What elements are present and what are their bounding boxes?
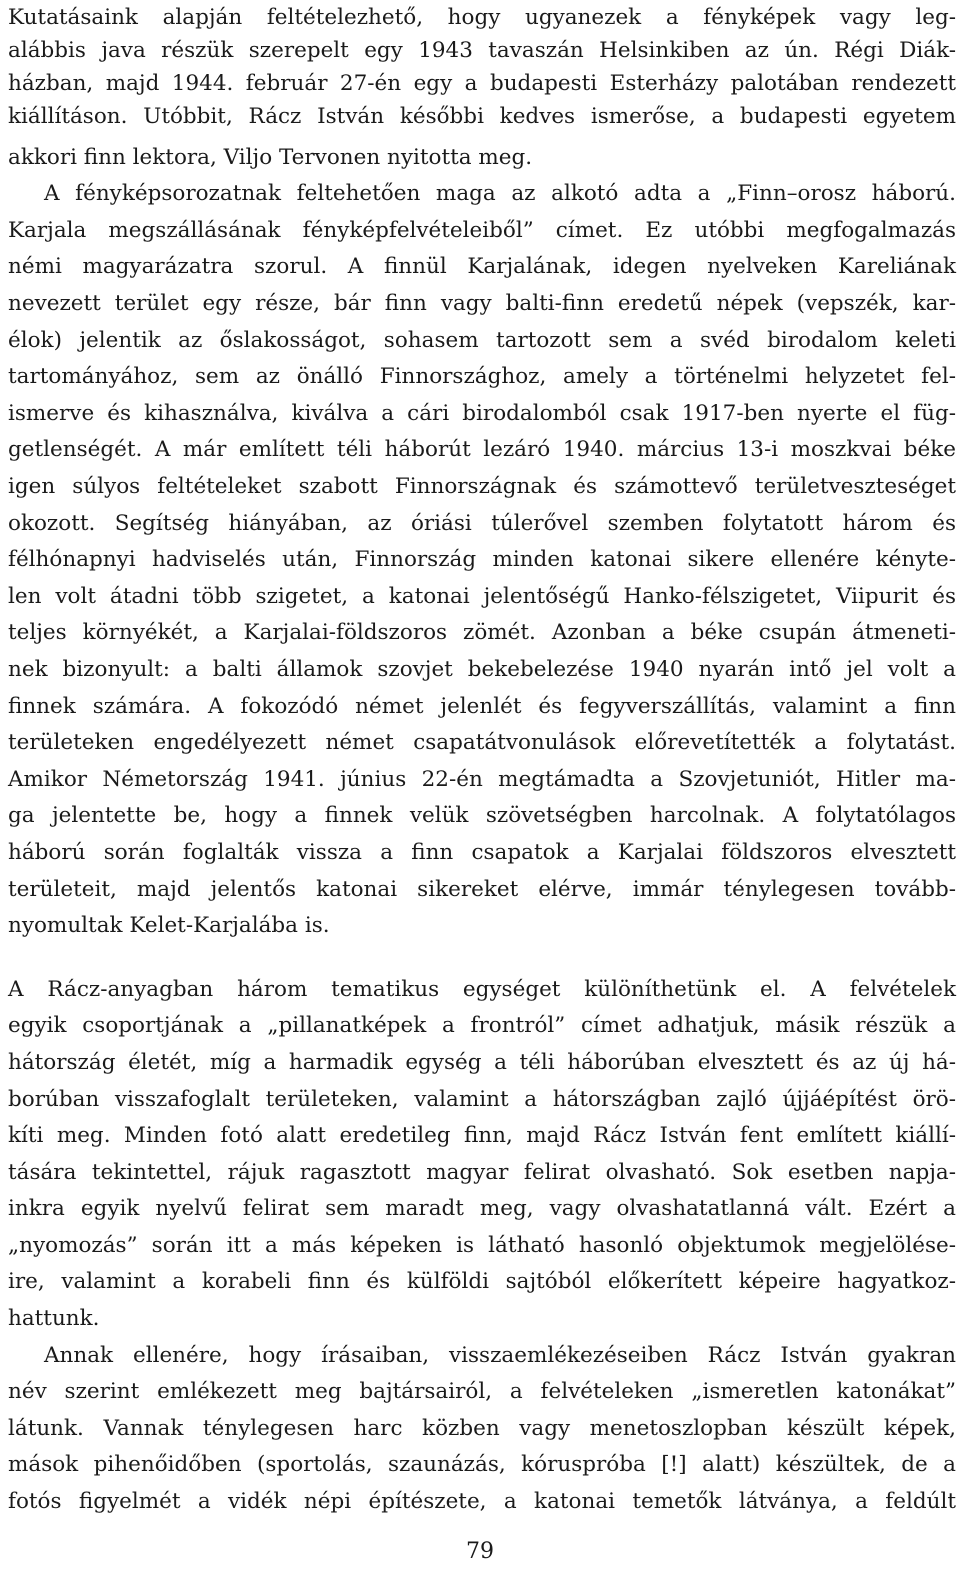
paragraph-2-line-1: A fényképsorozatnak feltehetően maga az alkotó adta a „Finn–orosz háború. [44, 181, 956, 206]
paragraph-1-line-5: akkori finn lektora, Viljo Tervonen nyitotta meg. [8, 145, 533, 170]
paragraph-2-line-20: területeit, majd jelentős katonai sikereket elérve, immár ténylegesen tovább- [8, 877, 956, 902]
paragraph-2-line-16: területeken engedélyezett német csapatátvonulások előrevetítették a folytatást. [8, 730, 956, 755]
page-number: 79 [466, 1539, 494, 1564]
paragraph-3-line-2: egyik csoportjának a „pillanatképek a frontról” címet adhatjuk, másik részük a [8, 1013, 956, 1038]
paragraph-2-line-3: némi magyarázatra szorul. A finnül Karjalának, idegen nyelveken Kareliának [8, 254, 956, 279]
paragraph-2-line-13: teljes környékét, a Karjalai-földszoros zömét. Azonban a béke csupán átmeneti- [8, 620, 956, 645]
paragraph-2-line-19: háború során foglalták vissza a finn csapatok a Karjalai földszoros elvesztett [8, 840, 956, 865]
paragraph-3-line-6: tására tekintettel, rájuk ragasztott magyar felirat olvasható. Sok esetben napja- [8, 1160, 956, 1185]
paragraph-2-line-5: élok) jelentik az őslakosságot, sohasem tartozott sem a svéd birodalom keleti [8, 328, 956, 353]
paragraph-3-line-8: „nyomozás” során itt a más képeken is látható hasonló objektumok megjelölése- [8, 1233, 956, 1258]
paragraph-1-line-1: Kutatásaink alapján feltételezhető, hogy ugyanezek a fényképek vagy leg- [8, 5, 956, 30]
paragraph-2-line-4: nevezett terület egy része, bár finn vagy balti-finn eredetű népek (vepszék, kar- [8, 291, 956, 316]
paragraph-3-line-1: A Rácz-anyagban három tematikus egységet különíthetünk el. A felvételek [8, 977, 956, 1002]
paragraph-2-line-15: finnek számára. A fokozódó német jelenlét és fegyverszállítás, valamint a finn [8, 694, 956, 719]
paragraph-1-line-2: alábbis java részük szerepelt egy 1943 tavaszán Helsinkiben az ún. Régi Diák- [8, 38, 956, 63]
paragraph-2-line-2: Karjala megszállásának fényképfelvételeiből” címet. Ez utóbbi megfogalmazás [8, 218, 956, 243]
paragraph-2-line-7: ismerve és kihasználva, kiválva a cári birodalomból csak 1917-ben nyerte el füg- [8, 401, 956, 426]
paragraph-4-line-5: fotós figyelmét a vidék népi építészete, a katonai temetők látványa, a feldúlt [8, 1489, 956, 1514]
paragraph-2-line-14: nek bizonyult: a balti államok szovjet bekebelezése 1940 nyarán intő jel volt a [8, 657, 956, 682]
paragraph-2-line-21: nyomultak Kelet-Karjalába is. [8, 913, 330, 938]
paragraph-4-line-3: látunk. Vannak ténylegesen harc közben vagy menetoszlopban készült képek, [8, 1416, 956, 1441]
paragraph-2-line-17: Amikor Németország 1941. június 22-én megtámadta a Szovjetuniót, Hitler ma- [8, 767, 956, 792]
paragraph-2-line-12: len volt átadni több szigetet, a katonai jelentőségű Hanko-félszigetet, Viipurit és [8, 584, 956, 609]
paragraph-2-line-6: tartományához, sem az önálló Finnországhoz, amely a történelmi helyzetet fel- [8, 364, 956, 389]
paragraph-3-line-7: inkra egyik nyelvű felirat sem maradt meg, vagy olvashatatlanná vált. Ezért a [8, 1196, 956, 1221]
paragraph-4-line-1: Annak ellenére, hogy írásaiban, visszaemlékezéseiben Rácz István gyakran [44, 1343, 956, 1368]
paragraph-2-line-10: okozott. Segítség hiányában, az óriási túlerővel szemben folytatott három és [8, 511, 956, 536]
paragraph-1-line-4: kiállításon. Utóbbit, Rácz István későbbi kedves ismerőse, a budapesti egyetem [8, 104, 956, 129]
paragraph-3-line-4: borúban visszafoglalt területeken, valamint a hátországban zajló újjáépítést örö- [8, 1087, 956, 1112]
paragraph-3-line-5: kíti meg. Minden fotó alatt eredetileg finn, majd Rácz István fent említett kiállí- [8, 1123, 956, 1148]
paragraph-3-line-3: hátország életét, míg a harmadik egység a téli háborúban elvesztett és az új há- [8, 1050, 956, 1075]
paragraph-4-line-4: mások pihenőidőben (sportolás, szaunázás, kóruspróba [!] alatt) készültek, de a [8, 1452, 956, 1477]
paragraph-2-line-9: igen súlyos feltételeket szabott Finnországnak és számottevő területveszteséget [8, 474, 956, 499]
paragraph-1-line-3: házban, majd 1944. február 27-én egy a budapesti Esterházy palotában rendezett [8, 71, 956, 96]
paragraph-2-line-18: ga jelentette be, hogy a finnek velük szövetségben harcolnak. A folytatólagos [8, 803, 956, 828]
paragraph-2-line-8: getlenségét. A már említett téli háborút lezáró 1940. március 13-i moszkvai béke [8, 437, 956, 462]
paragraph-3-line-9: ire, valamint a korabeli finn és külföldi sajtóból előkerített képeire hagyatkoz- [8, 1269, 956, 1294]
paragraph-4-line-2: név szerint emlékezett meg bajtársairól, a felvételeken „ismeretlen katonákat” [8, 1379, 956, 1404]
document-page [8, 0, 956, 1566]
paragraph-2-line-11: félhónapnyi hadviselés után, Finnország minden katonai sikere ellenére kényte- [8, 547, 956, 572]
paragraph-3-line-10: hattunk. [8, 1306, 100, 1331]
